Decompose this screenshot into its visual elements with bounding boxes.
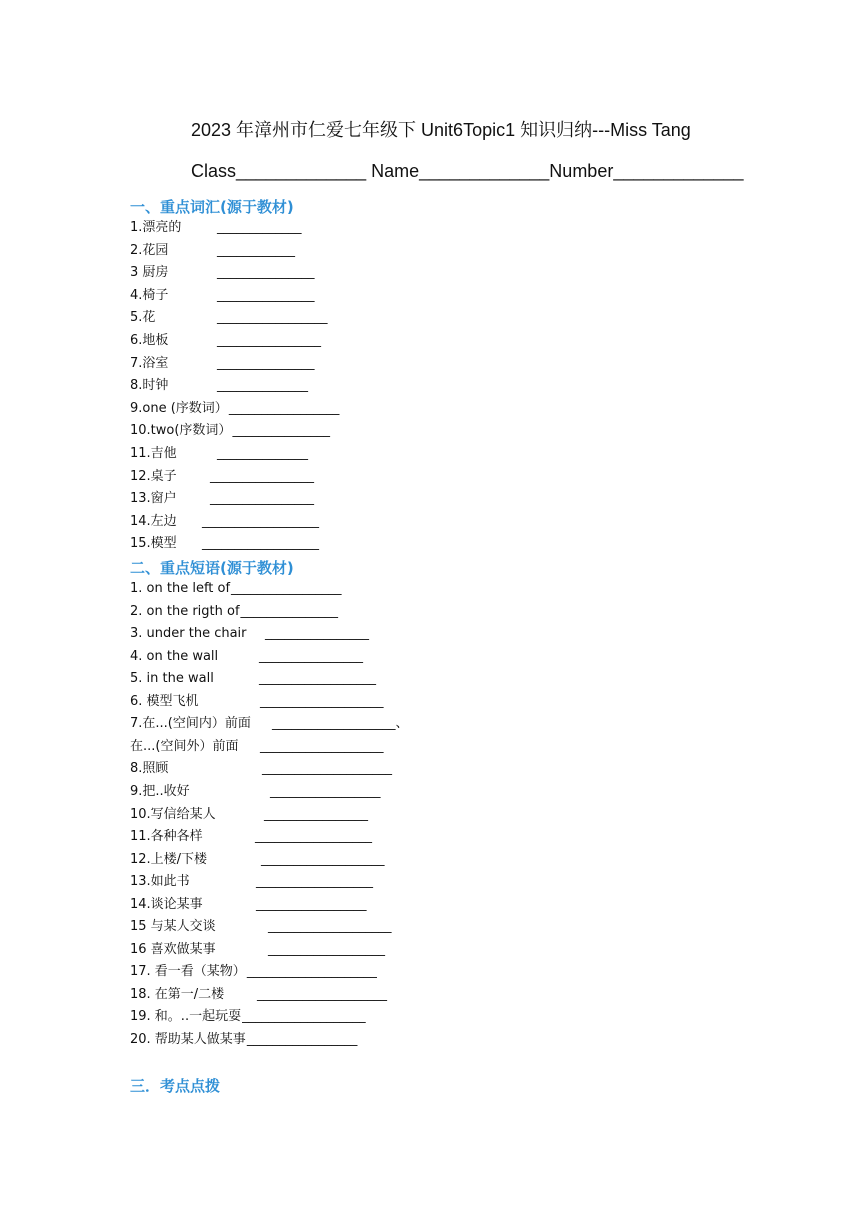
item-label: 2. on the rigth of: [130, 603, 240, 619]
item-label: 8.照顾: [130, 761, 169, 777]
item-label: 11.各种各样: [130, 829, 203, 845]
item-label: 在...(空间外）前面: [130, 738, 239, 754]
answer-blank: ___________________: [261, 851, 385, 867]
answer-blank: ___________________: [260, 693, 384, 709]
answer-blank: _______________: [217, 265, 315, 281]
item-label: 5. in the wall: [130, 671, 214, 687]
item-label: 10.two(序数词）: [130, 423, 232, 439]
item-label: 4.椅子: [130, 287, 169, 303]
answer-blank: ____________________: [257, 986, 387, 1002]
item-label: 19. 和。..一起玩耍: [130, 1009, 242, 1025]
item-label: 9.one (序数词）: [130, 400, 228, 416]
answer-blank: ______________: [217, 446, 308, 461]
item-label: 8.时钟: [130, 378, 169, 394]
answer-blank: ___________________: [242, 1009, 366, 1025]
item-label: 20. 帮助某人做某事: [130, 1032, 246, 1047]
item-label: 1.漂亮的: [130, 220, 182, 235]
item-label: 3. under the chair: [130, 626, 247, 642]
answer-blank: _______________: [217, 355, 315, 371]
item-label: 7.浴室: [130, 355, 169, 371]
answer-blank: ________________: [264, 806, 368, 822]
answer-blank: ________________: [265, 626, 369, 642]
document-title: 2023 年漳州市仁爱七年级下 Unit6Topic1 知识归纳---Miss Tang: [191, 120, 691, 140]
answer-blank: _____________: [217, 220, 302, 235]
answer-blank: __________________: [259, 671, 376, 687]
answer-blank: _________________: [231, 581, 342, 596]
item-label: 10.写信给某人: [130, 806, 216, 822]
answer-blank: __________________: [202, 536, 319, 552]
item-label: 13.如此书: [130, 874, 190, 890]
item-label: 15.模型: [130, 536, 177, 552]
answer-blank: ____________________: [262, 761, 392, 777]
answer-blank: ____________: [217, 242, 295, 258]
answer-blank: __________________: [256, 874, 373, 890]
item-label: 17. 看一看（某物）: [130, 964, 246, 980]
item-label: 7.在...(空间内）前面: [130, 716, 251, 732]
item-label: 15 与某人交谈: [130, 919, 216, 935]
item-label: 1. on the left of: [130, 581, 231, 596]
item-label: 6. 模型飞机: [130, 693, 199, 709]
item-label: 14.谈论某事: [130, 896, 203, 912]
student-info-line: Class_____________ Name_____________Number_____________: [191, 161, 744, 181]
answer-blank: ________________: [259, 648, 363, 664]
answer-blank: ___________________: [268, 919, 392, 935]
answer-blank: __________________: [202, 513, 319, 529]
answer-blank: _______________: [232, 423, 330, 439]
item-label: 5.花: [130, 310, 156, 326]
item-label: 13.窗户: [130, 491, 177, 507]
answer-blank: _________________: [228, 400, 340, 416]
answer-blank: ________________: [210, 491, 314, 507]
item-label: 9.把..收好: [130, 783, 190, 799]
answer-blank: ________________: [217, 333, 321, 348]
item-label: 3 厨房: [130, 265, 169, 281]
item-label: 6.地板: [130, 333, 169, 348]
answer-blank: ___________________: [260, 738, 384, 754]
item-label: 4. on the wall: [130, 648, 219, 664]
answer-blank: _________________: [246, 1032, 358, 1047]
answer-blank: _________________: [256, 896, 367, 912]
item-label: 16 喜欢做某事: [130, 941, 216, 957]
item-label: 14.左边: [130, 513, 177, 529]
answer-blank: _________________: [217, 310, 328, 326]
answer-blank: __________________: [255, 829, 372, 845]
answer-blank: _______________: [240, 603, 339, 619]
section1-heading: 一、重点词汇(源于教材): [130, 198, 294, 216]
item-label: 11.吉他: [130, 446, 177, 461]
item-label: 18. 在第一/二楼: [130, 986, 225, 1002]
item-label: 12.上楼/下楼: [130, 851, 208, 867]
section3-heading: 三．考点点拨: [130, 1077, 221, 1095]
item-label: 2.花园: [130, 242, 169, 258]
item-label: 12.桌子: [130, 468, 177, 484]
answer-blank: _______________: [217, 287, 315, 303]
answer-blank: _________________: [270, 783, 381, 799]
answer-blank: ________________: [210, 468, 314, 484]
answer-blank: ______________: [217, 378, 308, 394]
answer-blank: ____________________: [246, 964, 377, 980]
section2-heading: 二、重点短语(源于教材): [130, 559, 294, 577]
answer-blank: __________________: [268, 941, 385, 957]
answer-blank: ___________________、: [272, 716, 409, 732]
